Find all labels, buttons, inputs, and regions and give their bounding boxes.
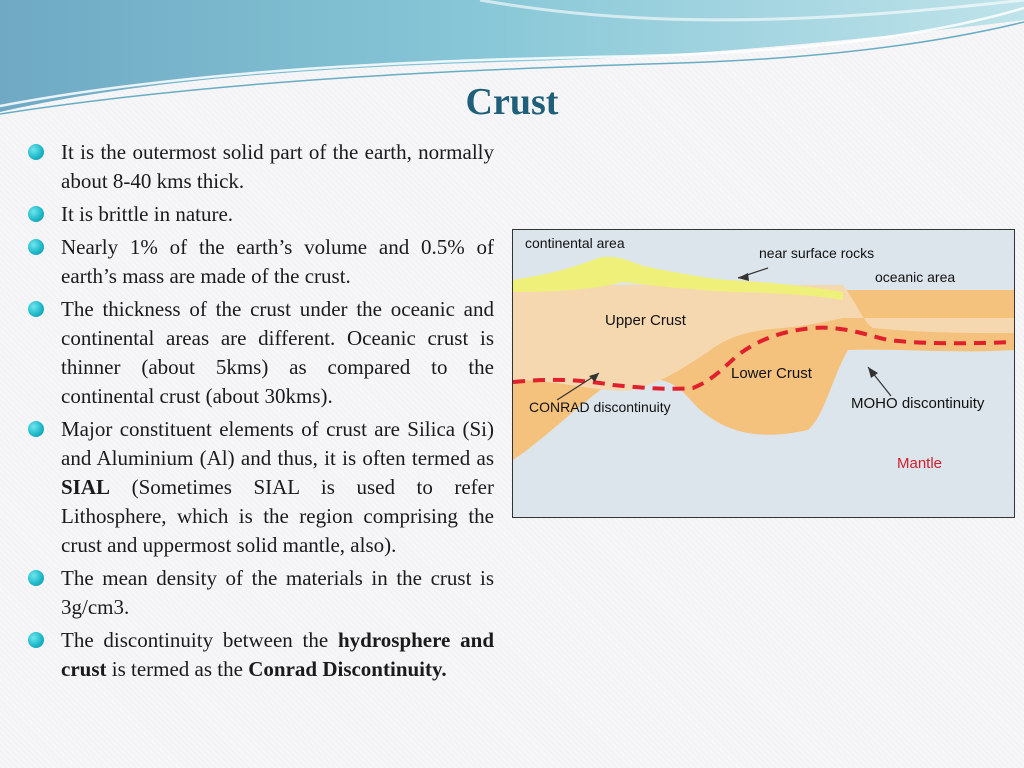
label-continental-area: continental area [525, 235, 625, 251]
label-mantle: Mantle [897, 455, 943, 472]
bullet-text: (Sometimes SIAL is used to refer Lithosphere, which is the region comprising the crust and uppermost solid mantle, also). [61, 475, 494, 557]
bullet-dot-icon [28, 144, 44, 160]
bullet-text: is termed as the [106, 657, 249, 681]
label-moho-discontinuity: MOHO discontinuity [851, 395, 985, 412]
bullet-text: Major constituent elements of crust are Silica (Si) and Aluminium (Al) and thus, it is often termed as [61, 417, 494, 470]
bullet-bold-text: hydrosphere and crust [61, 628, 494, 681]
bullet-text: It is the outermost solid part of the earth, normally about 8-40 kms thick. [61, 140, 494, 193]
bullet-list [28, 138, 494, 688]
bullet-text: Nearly 1% of the earth’s volume and 0.5% of earth’s mass are made of the crust. [61, 235, 494, 288]
label-lower-crust: Lower Crust [731, 365, 812, 382]
bullet-item [28, 626, 494, 684]
label-oceanic-area: oceanic area [875, 269, 956, 285]
bullet-dot-icon [28, 570, 44, 586]
bullet-bold-text: Conrad Discontinuity. [248, 657, 447, 681]
bullet-item [28, 200, 494, 229]
bullet-dot-icon [28, 301, 44, 317]
label-near-surface-rocks: near surface rocks [759, 245, 875, 261]
bullet-dot-icon [28, 206, 44, 222]
bullet-item [28, 233, 494, 291]
bullet-item [28, 138, 494, 196]
bullet-text: The mean density of the materials in the crust is 3g/cm3. [61, 566, 494, 619]
bullet-dot-icon [28, 632, 44, 648]
label-conrad-discontinuity: CONRAD discontinuity [529, 399, 671, 415]
bullet-text: The thickness of the crust under the oceanic and continental areas are different. Oceanic crust is thinner (about 5kms) as compared to the continental crust (about 30kms). [61, 297, 494, 408]
crust-diagram [512, 229, 1015, 518]
bullet-item [28, 564, 494, 622]
bullet-dot-icon [28, 421, 44, 437]
bullet-item [28, 295, 494, 411]
bullet-item [28, 415, 494, 560]
label-upper-crust: Upper Crust [605, 312, 686, 329]
bullet-dot-icon [28, 239, 44, 255]
slide-title: Crust [465, 81, 559, 123]
bullet-text: The discontinuity between the [61, 628, 338, 652]
bullet-text: It is brittle in nature. [61, 202, 234, 226]
bullet-bold-text: SIAL [61, 475, 111, 499]
